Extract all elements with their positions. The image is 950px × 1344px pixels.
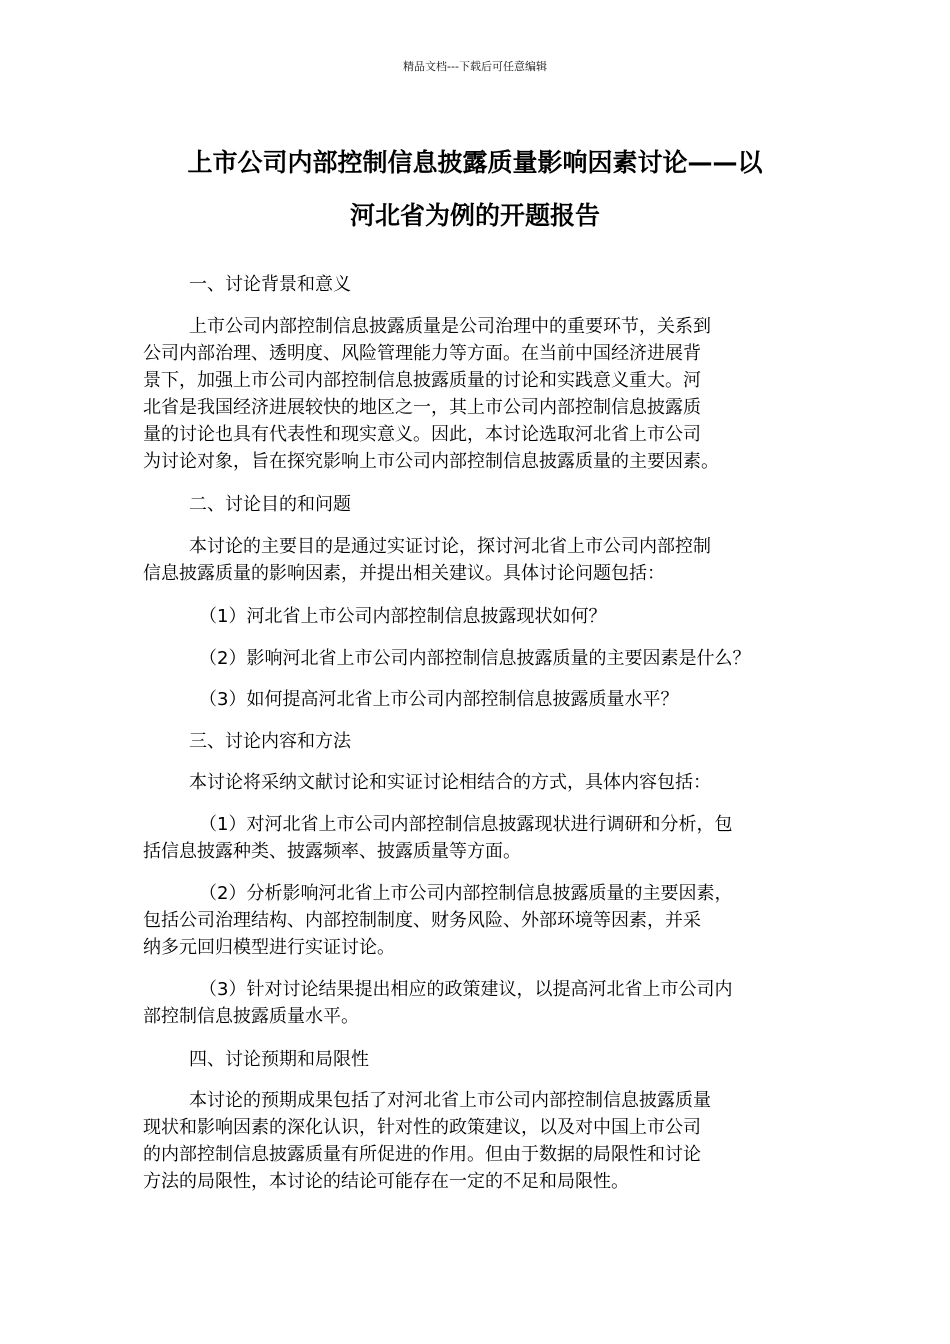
section-paragraph-background bbox=[143, 313, 823, 475]
section-heading-content: 三、讨论内容和方法 bbox=[189, 731, 351, 752]
question-item-1: （1）河北省上市公司内部控制信息披露现状如何？ bbox=[199, 606, 607, 627]
paragraph-line: （3）针对讨论结果提出相应的政策建议，以提高河北省上市公司内 bbox=[199, 979, 733, 1000]
paragraph-line: （1）对河北省上市公司内部控制信息披露现状进行调研和分析，包 bbox=[199, 814, 733, 835]
paragraph-line: 现状和影响因素的深化认识，针对性的政策建议，以及对中国上市公司 bbox=[143, 1117, 701, 1138]
paragraph-line: 括信息披露种类、披露频率、披露质量等方面。 bbox=[143, 841, 521, 862]
content-item-2 bbox=[143, 880, 823, 961]
paragraph-line: 纳多元回归模型进行实证讨论。 bbox=[143, 937, 395, 958]
page-header: 精品文档---下载后可任意编辑 bbox=[403, 60, 547, 73]
question-item-3: （3）如何提高河北省上市公司内部控制信息披露质量水平？ bbox=[199, 689, 679, 710]
paragraph-line: 包括公司治理结构、内部控制制度、财务风险、外部环境等因素，并采 bbox=[143, 910, 701, 931]
section-heading-purpose: 二、讨论目的和问题 bbox=[189, 494, 351, 515]
section-heading-background: 一、讨论背景和意义 bbox=[189, 274, 351, 295]
paragraph-line: 部控制信息披露质量水平。 bbox=[143, 1006, 359, 1027]
section-heading-expectations: 四、讨论预期和局限性 bbox=[189, 1049, 369, 1070]
content-item-3 bbox=[143, 976, 823, 1030]
paragraph-line: 方法的局限性，本讨论的结论可能存在一定的不足和局限性。 bbox=[143, 1171, 629, 1192]
paragraph-line: 景下，加强上市公司内部控制信息披露质量的讨论和实践意义重大。河 bbox=[143, 370, 701, 391]
paragraph-line: 上市公司内部控制信息披露质量是公司治理中的重要环节，关系到 bbox=[189, 316, 711, 337]
question-item-2: （2）影响河北省上市公司内部控制信息披露质量的主要因素是什么？ bbox=[199, 648, 751, 669]
paragraph-line: 为讨论对象，旨在探究影响上市公司内部控制信息披露质量的主要因素。 bbox=[143, 451, 719, 472]
paragraph-line: 信息披露质量的影响因素，并提出相关建议。具体讨论问题包括： bbox=[143, 563, 665, 584]
paragraph-line: （2）分析影响河北省上市公司内部控制信息披露质量的主要因素， bbox=[199, 883, 733, 904]
content-item-1 bbox=[143, 811, 823, 865]
paragraph-line: 公司内部治理、透明度、风险管理能力等方面。在当前中国经济进展背 bbox=[143, 343, 701, 364]
section-paragraph-content: 本讨论将采纳文献讨论和实证讨论相结合的方式，具体内容包括： bbox=[189, 772, 711, 793]
section-paragraph-purpose bbox=[143, 533, 823, 587]
section-paragraph-expectations bbox=[143, 1087, 823, 1195]
paragraph-line: 本讨论的预期成果包括了对河北省上市公司内部控制信息披露质量 bbox=[189, 1090, 711, 1111]
paragraph-line: 的内部控制信息披露质量有所促进的作用。但由于数据的局限性和讨论 bbox=[143, 1144, 701, 1165]
paragraph-line: 北省是我国经济进展较快的地区之一，其上市公司内部控制信息披露质 bbox=[143, 397, 701, 418]
document-title-line-2: 河北省为例的开题报告 bbox=[349, 201, 600, 230]
document-title-line-1: 上市公司内部控制信息披露质量影响因素讨论——以 bbox=[187, 148, 763, 177]
paragraph-line: 本讨论的主要目的是通过实证讨论，探讨河北省上市公司内部控制 bbox=[189, 536, 711, 557]
paragraph-line: 量的讨论也具有代表性和现实意义。因此，本讨论选取河北省上市公司 bbox=[143, 424, 701, 445]
